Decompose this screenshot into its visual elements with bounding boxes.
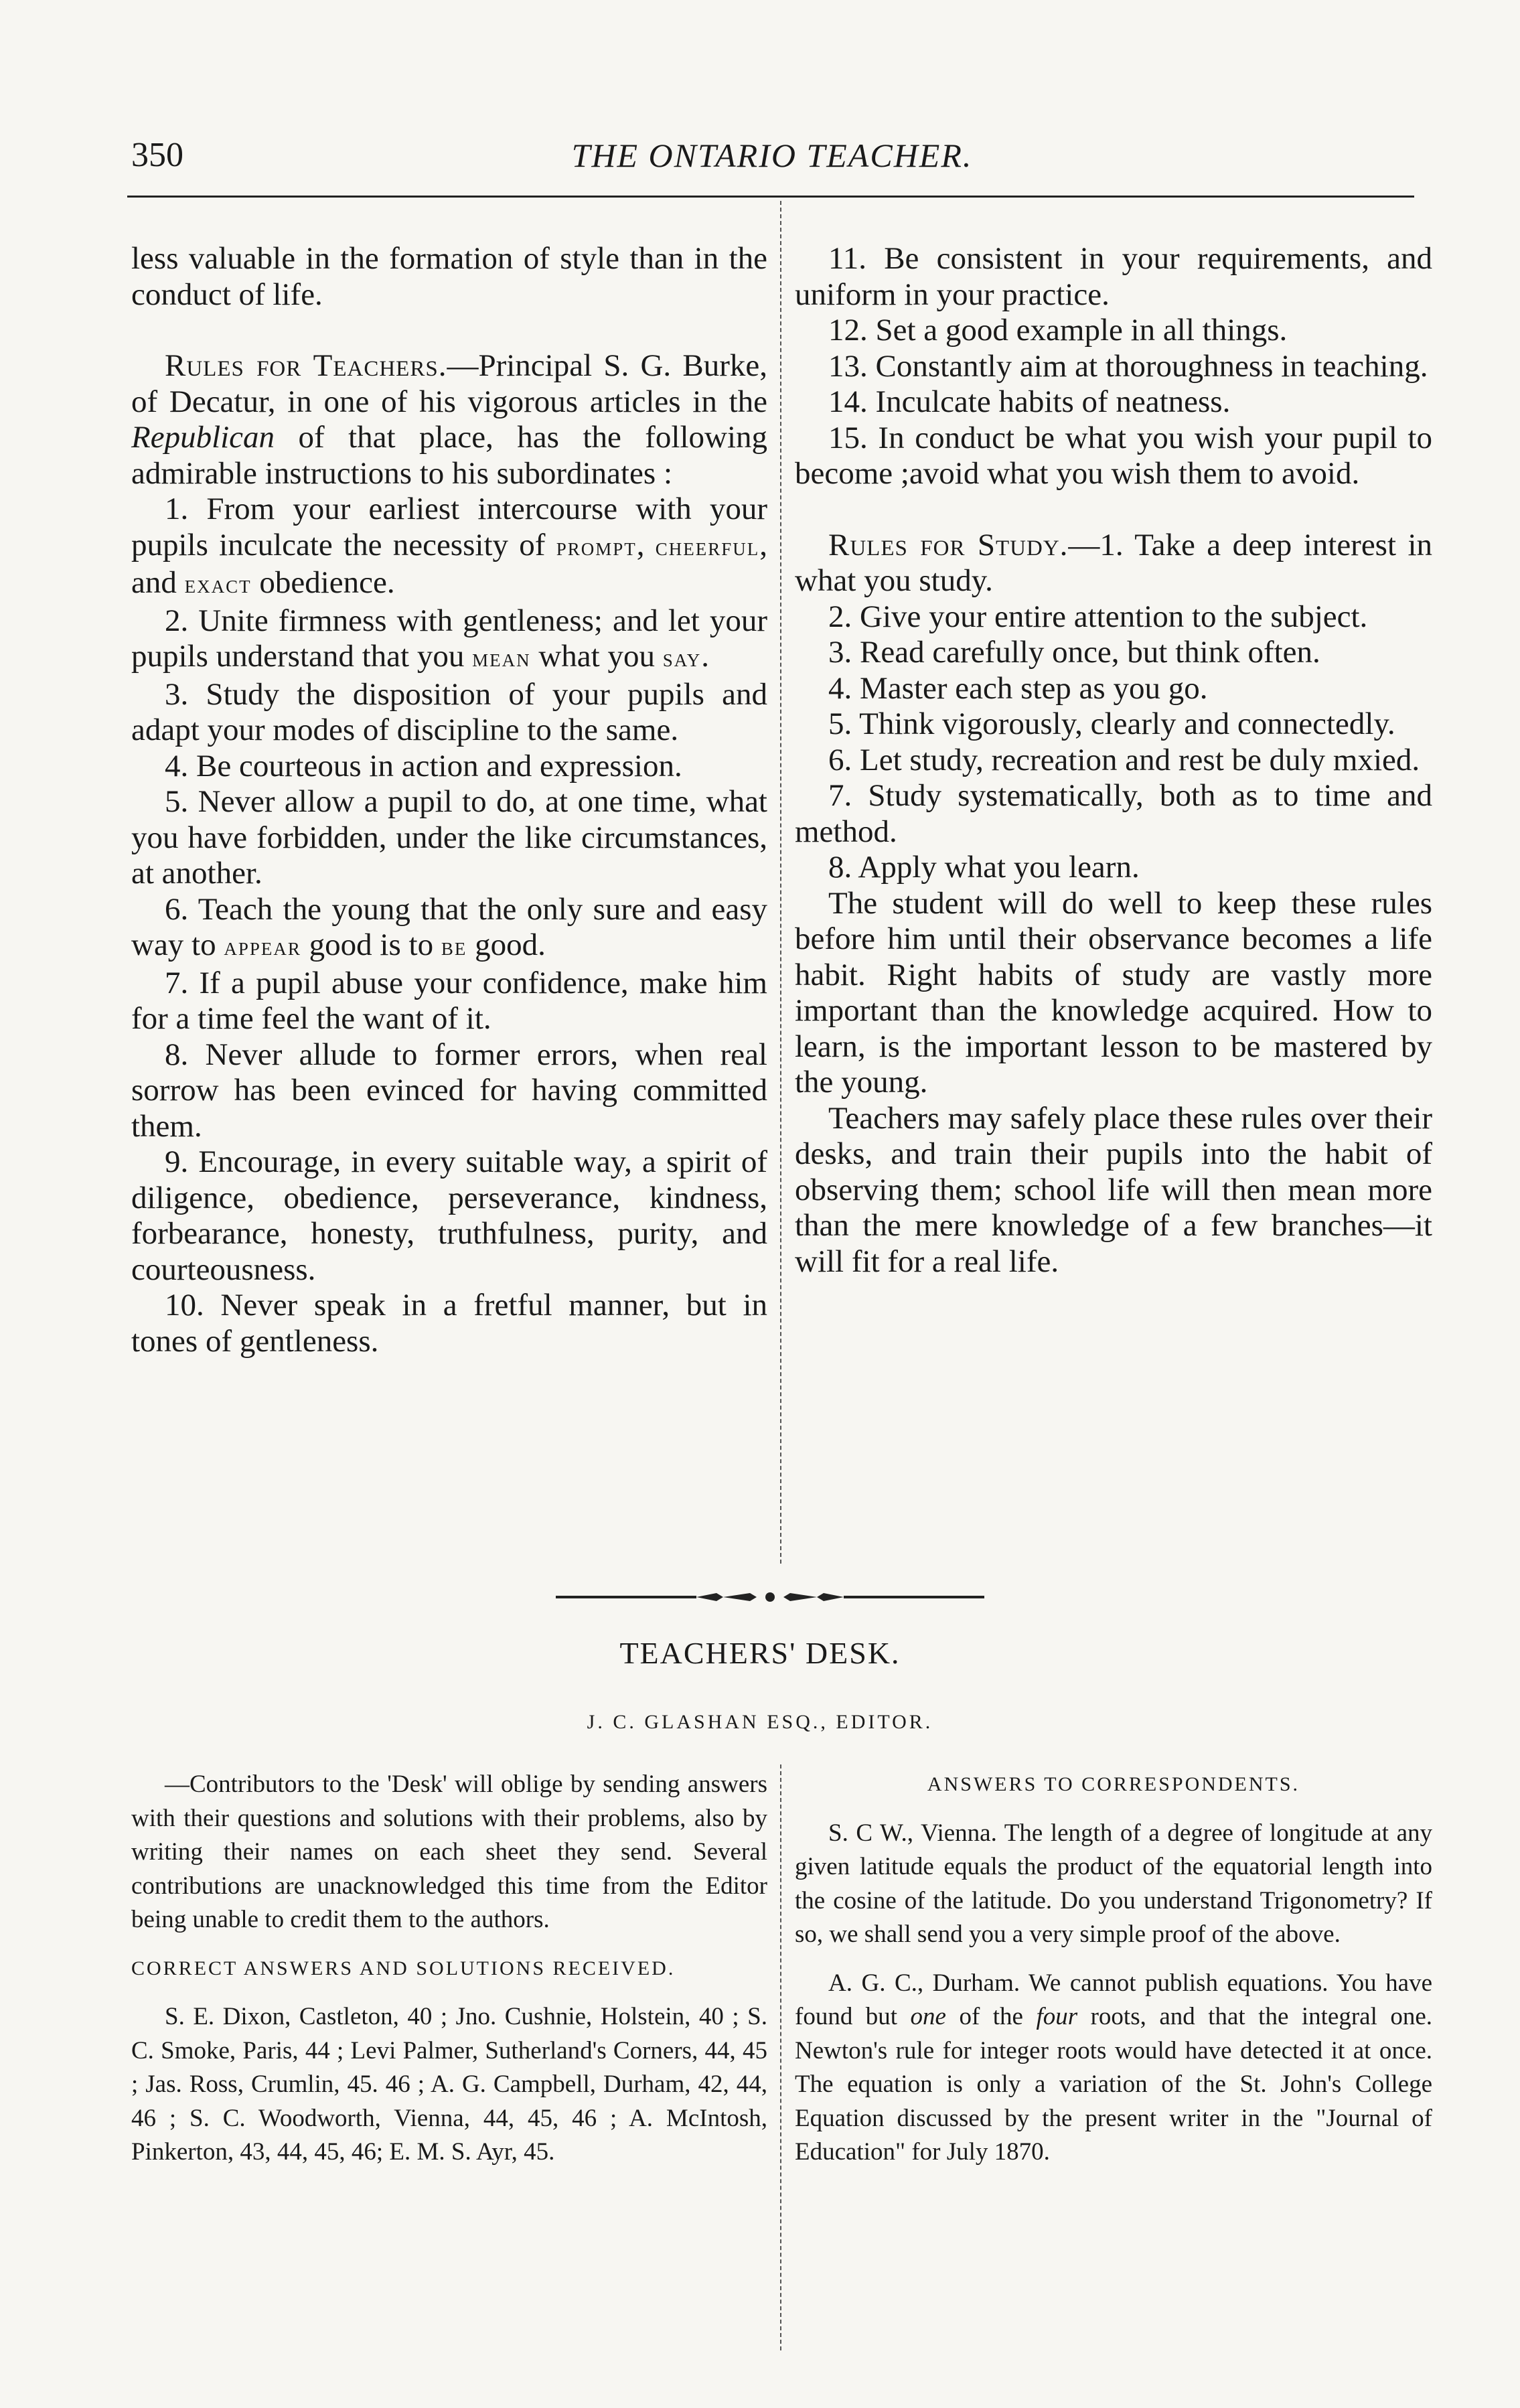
header-rule [127, 196, 1414, 198]
running-title: THE ONTARIO TEACHER. [571, 137, 973, 174]
body-paragraph: The student will do well to keep these rules before him until their observance becomes a life habit. Right habits of study are vastly more important than the knowledge acquired. How to learn, is the important lesson to be mastered by the young. [795, 885, 1432, 1100]
study-item: 6. Let study, recreation and rest be duly mxied. [828, 742, 1420, 777]
study-item: 5. Think vigorously, clearly and connectedly. [828, 706, 1395, 741]
left-column [131, 241, 767, 1359]
study-item: 8. Apply what you learn. [828, 850, 1140, 885]
rule-item: 2. Unite firmness with gentleness; and let your pupils understand that you mean what you say. [131, 603, 767, 674]
intro-paragraph: less valuable in the formation of style than in the conduct of life. [131, 241, 767, 312]
section-title: TEACHERS' DESK. [619, 1636, 901, 1670]
desk-left-column [131, 1768, 767, 2170]
rule-item: 10. Never speak in a fretful manner, but in tones of gentleness. [131, 1288, 767, 1359]
editor-byline: J. C. GLASHAN ESQ., EDITOR. [587, 1711, 933, 1733]
rules-for-teachers-intro: Rules for Teachers.—Principal S. G. Burke, of Decatur, in one of his vigorous articles in the Republican of that place, has the following admirable instructions to his subordinates : [131, 348, 767, 491]
study-item: 4. Master each step as you go. [828, 670, 1208, 706]
answers-list: S. E. Dixon, Castleton, 40 ; Jno. Cushnie, Holstein, 40 ; S. C. Smoke, Paris, 44 ; Levi Palmer, Sutherland's Corners, 44, 45 ; Jas. Ross, Crumlin, 45. 46 ; A. G. Campbell, Durham, 42, 44, 46 ; S. C. Woodworth, Vienna, 44, 45, 46 ; A. McIntosh, Pinkerton, 43, 44, 45, 46; E. M. S. Ayr, 45. [131, 2003, 767, 2166]
desk-right-column [795, 1768, 1432, 2170]
rule-item: 12. Set a good example in all things. [828, 313, 1288, 348]
page-header [131, 131, 1413, 185]
section-heading: Rules for Teachers. [165, 348, 447, 383]
section-heading: Rules for Study. [828, 527, 1069, 562]
subsection-heading: ANSWERS TO CORRESPONDENTS. [927, 1773, 1300, 1795]
body-paragraph: Teachers may safely place these rules over their desks, and train their pupils into the habit of observing them; school life will then mean more than the mere knowledge of a few branches—it will fit for a real life. [795, 1100, 1432, 1279]
rule-item: 15. In conduct be what you wish your pupil to become ;avoid what you wish them to avoid. [795, 420, 1432, 491]
rule-item: 13. Constantly aim at thoroughness in teaching. [828, 348, 1428, 384]
rule-item: 11. Be consistent in your requirements, and uniform in your practice. [795, 241, 1432, 312]
subsection-heading: CORRECT ANSWERS AND SOLUTIONS RECEIVED. [131, 1957, 676, 1979]
contributors-note: —Contributors to the 'Desk' will oblige by sending answers with their questions and solutions with their problems, also by writing their names on each sheet they send. Several contributions are unacknowledged this time from the Editor being unable to credit them to the authors. [131, 1771, 767, 1933]
rule-item: 8. Never allude to former errors, when real sorrow has been evinced for having committed them. [131, 1037, 767, 1144]
rule-item: 14. Inculcate habits of neatness. [828, 384, 1231, 419]
column-divider [780, 1764, 781, 2350]
ornament-rule [556, 1587, 984, 1607]
rule-item: 9. Encourage, in every suitable way, a spirit of diligence, obedience, perseverance, kindness, forbearance, honesty, truthfulness, purity, and courteousness. [131, 1144, 767, 1287]
rule-item: 3. Study the disposition of your pupils and adapt your modes of discipline to the same. [131, 676, 767, 747]
correspondent-answer: S. C W., Vienna. The length of a degree of longitude at any given latitude equals the product of the equatorial length into the cosine of the latitude. Do you understand Trigonometry? If so, we shall send you a very simple proof of the above. [795, 1819, 1432, 1948]
rule-item: 7. If a pupil abuse your confidence, make him for a time feel the want of it. [131, 965, 767, 1036]
rule-item: 5. Never allow a pupil to do, at one time, what you have forbidden, under the like circumstances, at another. [131, 784, 767, 891]
page-number: 350 [131, 136, 183, 174]
correspondent-answer: A. G. C., Durham. We cannot publish equations. You have found but one of the four roots, and that the integral one. Newton's rule for integer roots would have detected it at once. The equation is only a variation of the St. John's College Equation discussed by the present writer in the "Journal of Education" for July 1870. [795, 1969, 1432, 2166]
rules-for-study-intro: Rules for Study.—1. Take a deep interest in what you study. [795, 527, 1433, 598]
right-column [795, 241, 1432, 1280]
study-item: 7. Study systematically, both as to time and method. [795, 778, 1432, 849]
study-item: 3. Read carefully once, but think often. [828, 635, 1320, 670]
rule-item: 1. From your earliest intercourse with your pupils inculcate the necessity of prompt, cheerful, and exact obedience. [131, 492, 768, 600]
column-divider [780, 201, 781, 1564]
rule-item: 6. Teach the young that the only sure and easy way to appear good is to be good. [131, 891, 767, 962]
study-item: 2. Give your entire attention to the subject. [828, 599, 1368, 634]
rule-item: 4. Be courteous in action and expression. [165, 748, 682, 783]
